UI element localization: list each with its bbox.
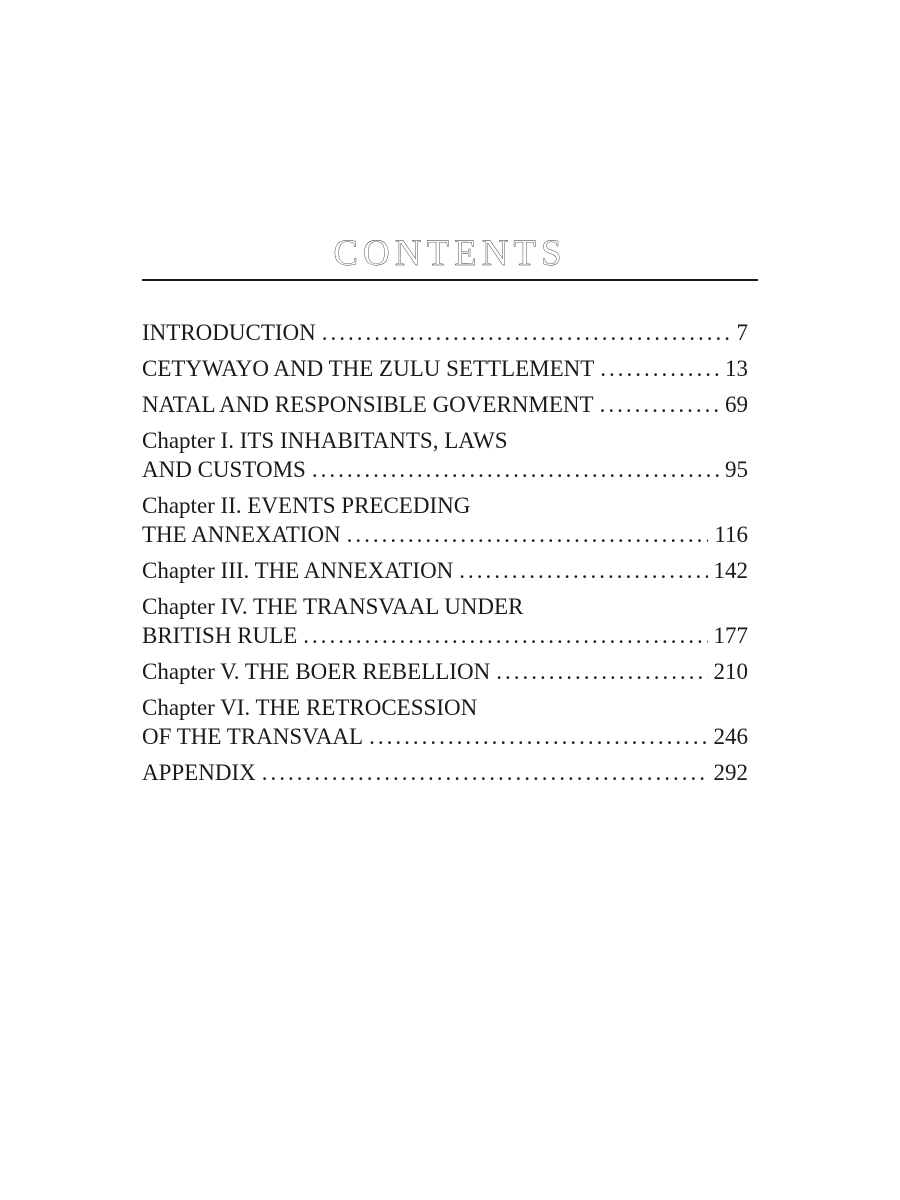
toc-entry-title-line2: BRITISH RULE — [142, 623, 298, 648]
dot-leader — [303, 621, 707, 650]
toc-page-number: 292 — [713, 760, 748, 785]
toc-page-number: 246 — [713, 724, 748, 749]
dot-leader — [322, 318, 731, 347]
toc-entry-title: APPENDIX — [142, 760, 256, 785]
toc-entry-title: CETYWAYO AND THE ZULU SETTLEMENT — [142, 356, 595, 381]
table-of-contents — [142, 318, 748, 794]
toc-entry-title-line1: Chapter II. EVENTS PRECEDING — [142, 493, 471, 518]
title-divider — [142, 279, 758, 281]
toc-entry-title-line1: Chapter IV. THE TRANSVAAL UNDER — [142, 594, 524, 619]
toc-entry-title: NATAL AND RESPONSIBLE GOVERNMENT — [142, 392, 594, 417]
dot-leader — [496, 657, 707, 686]
toc-page-number: 95 — [725, 457, 748, 482]
toc-page-number: 69 — [725, 392, 748, 417]
page-title: CONTENTS — [333, 232, 567, 274]
toc-entry-title: Chapter V. THE BOER REBELLION — [142, 659, 491, 684]
toc-entry-title-line1: Chapter I. ITS INHABITANTS, LAWS — [142, 428, 508, 453]
toc-page-number: 210 — [713, 659, 748, 684]
toc-entry-title-line2: OF THE TRANSVAAL — [142, 724, 364, 749]
toc-entry-title: Chapter III. THE ANNEXATION — [142, 558, 454, 583]
dot-leader — [600, 354, 719, 383]
toc-entry-chapter-3[interactable] — [142, 556, 748, 585]
toc-page-number: 177 — [713, 623, 748, 648]
toc-page-number: 142 — [713, 558, 748, 583]
dot-leader — [459, 556, 707, 585]
toc-entry-chapter-6[interactable] — [142, 693, 748, 751]
toc-entry-title-line2: THE ANNEXATION — [142, 522, 341, 547]
toc-entry-chapter-2[interactable] — [142, 491, 748, 549]
toc-entry-title-line1: Chapter VI. THE RETROCESSION — [142, 695, 478, 720]
toc-entry-title: INTRODUCTION — [142, 320, 316, 345]
toc-entry-appendix[interactable] — [142, 758, 748, 787]
toc-entry-chapter-4[interactable] — [142, 592, 748, 650]
dot-leader — [600, 390, 719, 419]
toc-entry-chapter-1[interactable] — [142, 426, 748, 484]
dot-leader — [347, 520, 709, 549]
toc-page-number: 116 — [714, 522, 748, 547]
dot-leader — [369, 722, 707, 751]
toc-entry-title-line2: AND CUSTOMS — [142, 457, 306, 482]
dot-leader — [262, 758, 708, 787]
toc-entry-natal[interactable] — [142, 390, 748, 419]
toc-entry-chapter-5[interactable] — [142, 657, 748, 686]
toc-entry-introduction[interactable] — [142, 318, 748, 347]
dot-leader — [312, 455, 719, 484]
toc-entry-cetywayo[interactable] — [142, 354, 748, 383]
toc-page-number: 7 — [736, 320, 748, 345]
toc-page-number: 13 — [725, 356, 748, 381]
